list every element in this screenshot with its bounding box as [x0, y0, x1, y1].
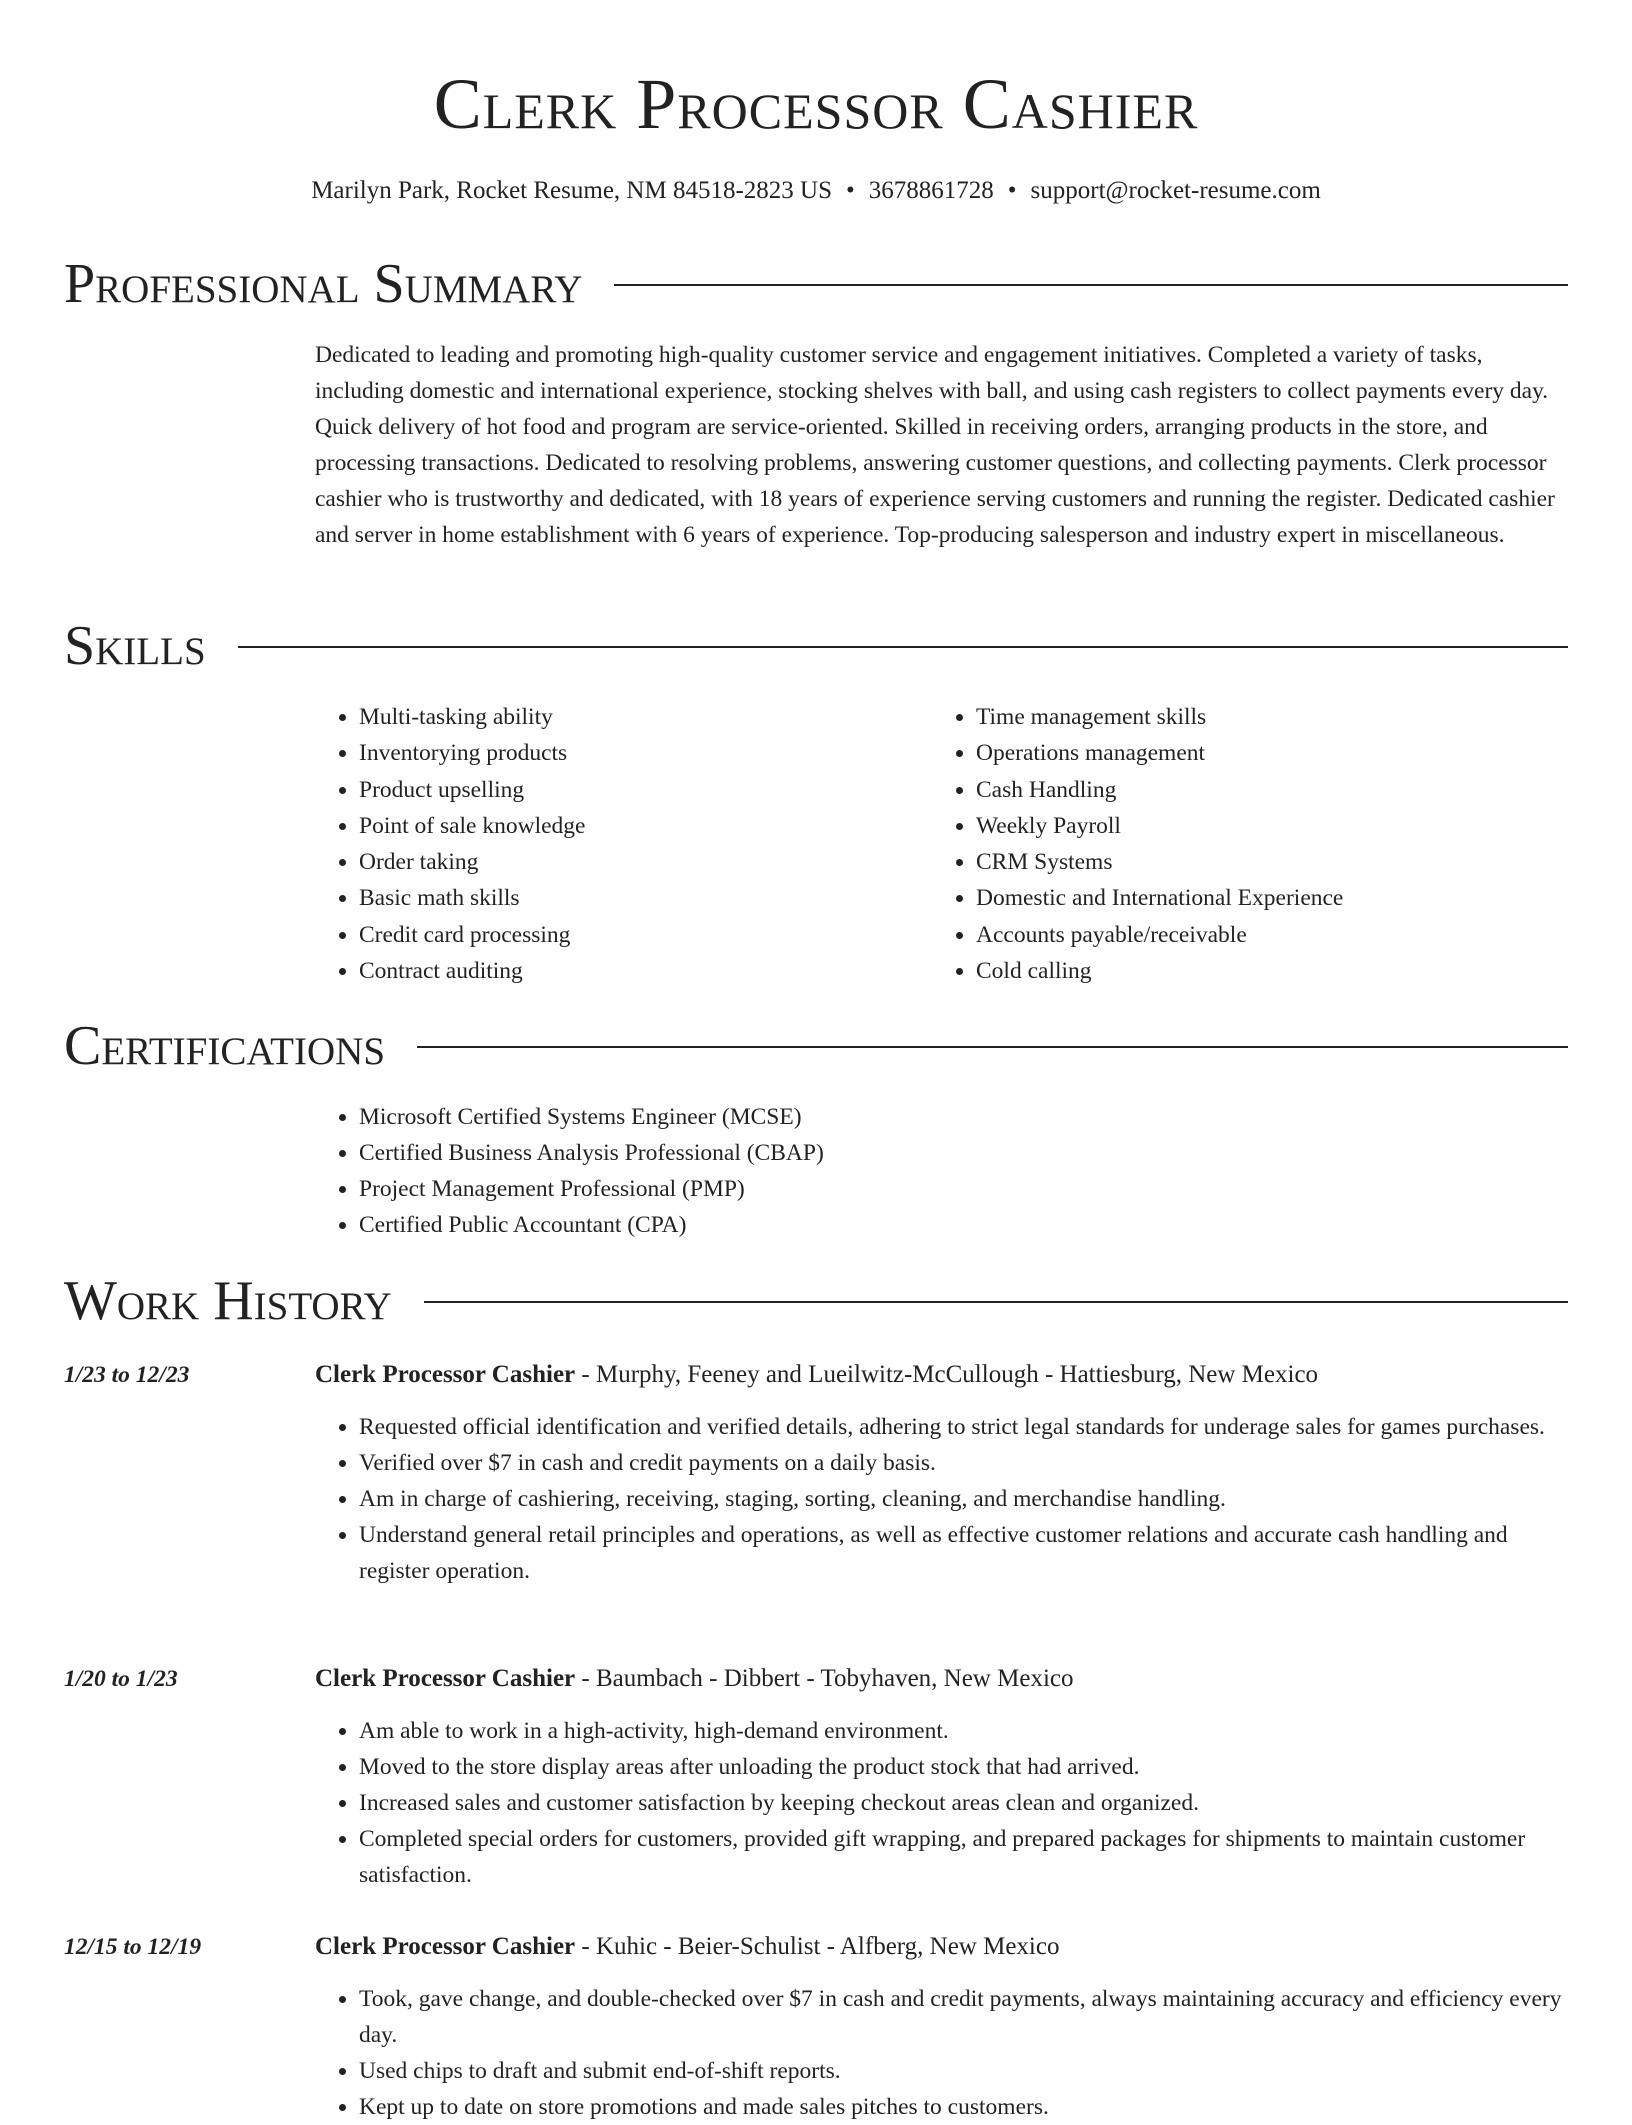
resume-title: Clerk Processor Cashier — [433, 64, 1199, 144]
skills-left-list — [315, 699, 875, 989]
job-dates: 1/20 to 1/23 — [64, 1666, 178, 1692]
job-bullet: • Increased sales and customer satisfaction by keeping checkout areas clean and organized. — [359, 1785, 1570, 1821]
job-dates: 12/15 to 12/19 — [64, 1934, 202, 1960]
job-bullet: • Requested official identification and verified details, adhering to strict legal standards for underage sales for games purchases. — [359, 1409, 1570, 1445]
job-bullet: • Used chips to draft and submit end-of-shift reports. — [359, 2053, 1570, 2089]
job-employer-location: - Murphy, Feeney and Lueilwitz-McCullough - Hattiesburg, New Mexico — [575, 1361, 1319, 1388]
job-bullets — [315, 1409, 1570, 1589]
job-bullet-list — [315, 1713, 1570, 1893]
work-history-section-header — [64, 1269, 1568, 1333]
certification-item: • Certified Business Analysis Professional (CBAP) — [359, 1135, 1215, 1171]
contact-line — [0, 174, 1632, 208]
skill-item: • Order taking — [359, 844, 875, 880]
skills-left-column — [315, 699, 875, 989]
work-history-heading: Work History — [64, 1270, 392, 1332]
skills-right-column — [932, 699, 1492, 989]
skill-item: • Cash Handling — [976, 772, 1492, 808]
job-bullet: • Kept up to date on store promotions and made sales pitches to customers. — [359, 2089, 1570, 2125]
contact-separator: • — [1007, 177, 1017, 204]
job-bullet: • Took, gave change, and double-checked over $7 in cash and credit payments, always maintaining accuracy and efficiency every day. — [359, 1981, 1570, 2053]
skill-item: • Weekly Payroll — [976, 808, 1492, 844]
certification-item: • Microsoft Certified Systems Engineer (MCSE) — [359, 1099, 1215, 1135]
job-bullets — [315, 1981, 1570, 2125]
contact-address: Marilyn Park, Rocket Resume, NM 84518-2823 US — [311, 177, 832, 204]
skill-item: • Point of sale knowledge — [359, 808, 875, 844]
job-bullet-list — [315, 1409, 1570, 1589]
summary-section-header — [64, 252, 1568, 316]
skill-item: • Time management skills — [976, 699, 1492, 735]
job-bullet: • Am in charge of cashiering, receiving, staging, sorting, cleaning, and merchandise handling. — [359, 1481, 1570, 1517]
contact-separator: • — [845, 177, 855, 204]
skill-item: • CRM Systems — [976, 844, 1492, 880]
job-bullet: • Verified over $7 in cash and credit payments on a daily basis. — [359, 1445, 1570, 1481]
job-employer-location: - Kuhic - Beier-Schulist - Alfberg, New Mexico — [575, 1933, 1060, 1960]
job-role: Clerk Processor Cashier — [315, 1361, 576, 1388]
contact-email: support@rocket-resume.com — [1030, 177, 1321, 204]
section-divider — [417, 1046, 1568, 1048]
skill-item: • Domestic and International Experience — [976, 880, 1492, 916]
job-bullet: • Completed special orders for customers, provided gift wrapping, and prepared packages for shipments to maintain customer satisfaction. — [359, 1821, 1570, 1893]
certifications-section-header — [64, 1014, 1568, 1078]
job-bullets — [315, 1713, 1570, 1893]
section-divider — [424, 1301, 1568, 1303]
skill-item: • Credit card processing — [359, 917, 875, 953]
job-role: Clerk Processor Cashier — [315, 1665, 576, 1692]
certification-item: • Project Management Professional (PMP) — [359, 1171, 1215, 1207]
certifications-list-block — [315, 1099, 1215, 1243]
job-bullet-list — [315, 1981, 1570, 2125]
certifications-list — [315, 1099, 1215, 1243]
job-bullet: • Moved to the store display areas after unloading the product stock that had arrived. — [359, 1749, 1570, 1785]
skills-heading: Skills — [64, 615, 206, 677]
job-dates: 1/23 to 12/23 — [64, 1362, 190, 1388]
skill-item: • Multi-tasking ability — [359, 699, 875, 735]
job-header — [315, 1357, 1318, 1393]
skill-item: • Operations management — [976, 735, 1492, 771]
skill-item: • Cold calling — [976, 953, 1492, 989]
skill-item: • Accounts payable/receivable — [976, 917, 1492, 953]
skill-item: • Product upselling — [359, 772, 875, 808]
contact-phone: 3678861728 — [868, 177, 994, 204]
job-bullet: • Am able to work in a high-activity, high-demand environment. — [359, 1713, 1570, 1749]
job-role: Clerk Processor Cashier — [315, 1933, 576, 1960]
certification-item: • Certified Public Accountant (CPA) — [359, 1207, 1215, 1243]
job-employer-location: - Baumbach - Dibbert - Tobyhaven, New Mexico — [575, 1665, 1074, 1692]
section-divider — [238, 646, 1568, 648]
certifications-heading: Certifications — [64, 1015, 386, 1077]
job-header — [315, 1929, 1059, 1965]
section-divider — [614, 284, 1568, 286]
summary-heading: Professional Summary — [64, 253, 583, 315]
skill-item: • Contract auditing — [359, 953, 875, 989]
skills-right-list — [932, 699, 1492, 989]
job-header — [315, 1661, 1073, 1697]
skill-item: • Inventorying products — [359, 735, 875, 771]
summary-text: Dedicated to leading and promoting high-quality customer service and engagement initiatives. Completed a variety of tasks, including domestic and international experience, stocking shelves with ball, and using cash registers to collect payments every day. Quick delivery of hot food and program are service-oriented. Skilled in receiving orders, arranging products in the store, and processing transactions. Dedicated to resolving problems, answering customer questions, and collecting payments. Clerk processor cashier who is trustworthy and dedicated, with 18 years of experience serving customers and running the register. Dedicated cashier and server in home establishment with 6 years of experience. Top-producing salesperson and industry expert in miscellaneous. — [315, 342, 1555, 548]
skill-item: • Basic math skills — [359, 880, 875, 916]
skills-section-header — [64, 614, 1568, 678]
job-bullet: • Understand general retail principles and operations, as well as effective customer relations and accurate cash handling and register operation. — [359, 1517, 1570, 1589]
